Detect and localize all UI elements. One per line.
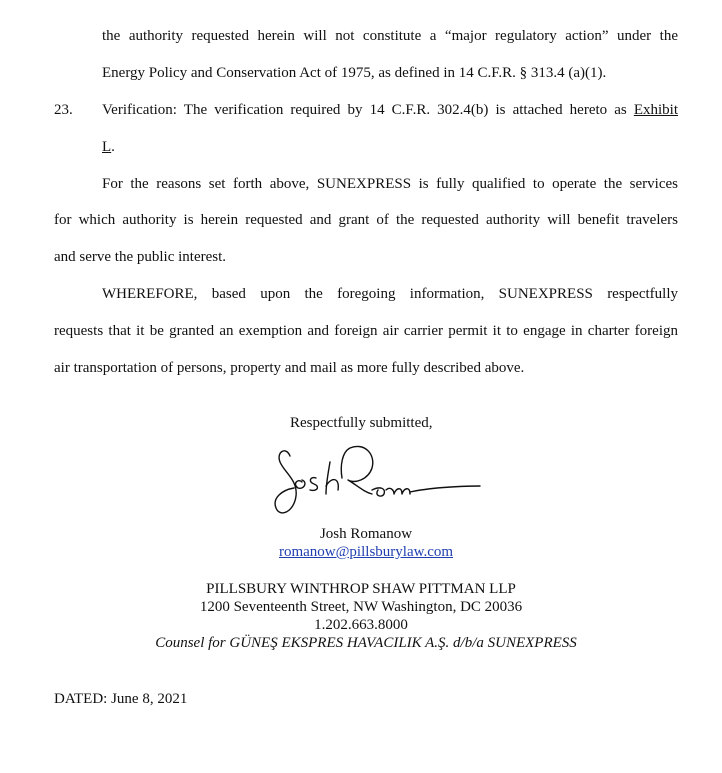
item-23-line-2 <box>102 138 115 156</box>
item-23-line-1 <box>102 101 678 119</box>
wherefore-line-3: air transportation of persons, property and mail as more fully described above. <box>54 360 525 376</box>
exhibit-word: Exhibit <box>633 102 678 118</box>
handwritten-signature <box>268 438 486 522</box>
firm-phone: 1.202.663.8000 <box>314 617 408 633</box>
item-23-text: Verification: The verification required by 14 C.F.R. 302.4(b) is attached hereto as <box>102 102 634 118</box>
dated-line: DATED: June 8, 2021 <box>54 691 188 707</box>
item-23-number: 23. <box>54 102 73 118</box>
reasons-line-3: and serve the public interest. <box>54 249 227 265</box>
closing-text: Respectfully submitted, <box>290 415 433 431</box>
para-continued-line-2: Energy Policy and Conservation Act of 1975, as defined in 14 C.F.R. § 313.4 (a)(1). <box>102 65 607 81</box>
firm-address: 1200 Seventeenth Street, NW Washington, DC 20036 <box>199 599 523 615</box>
reasons-line-2: for which authority is herein requested and grant of the requested authority will benefit travelers <box>54 212 678 228</box>
signatory-email-link[interactable]: romanow@pillsburylaw.com <box>278 544 454 560</box>
wherefore-line-1: WHEREFORE, based upon the foregoing information, SUNEXPRESS respectfully <box>102 286 678 302</box>
para-continued-line-1: the authority requested herein will not constitute a “major regulatory action” under the <box>102 28 678 44</box>
exhibit-period: . <box>111 139 115 155</box>
firm-name: PILLSBURY WINTHROP SHAW PITTMAN LLP <box>206 581 516 597</box>
reasons-line-1: For the reasons set forth above, SUNEXPRESS is fully qualified to operate the services <box>102 176 678 192</box>
counsel-for-line: Counsel for GÜNEŞ EKSPRES HAVACILIK A.Ş. d/b/a SUNEXPRESS <box>155 635 577 651</box>
wherefore-line-2: requests that it be granted an exemption and foreign air carrier permit it to engage in charter foreign <box>54 323 678 339</box>
exhibit-letter: L <box>102 139 112 155</box>
signatory-name: Josh Romanow <box>319 526 413 542</box>
